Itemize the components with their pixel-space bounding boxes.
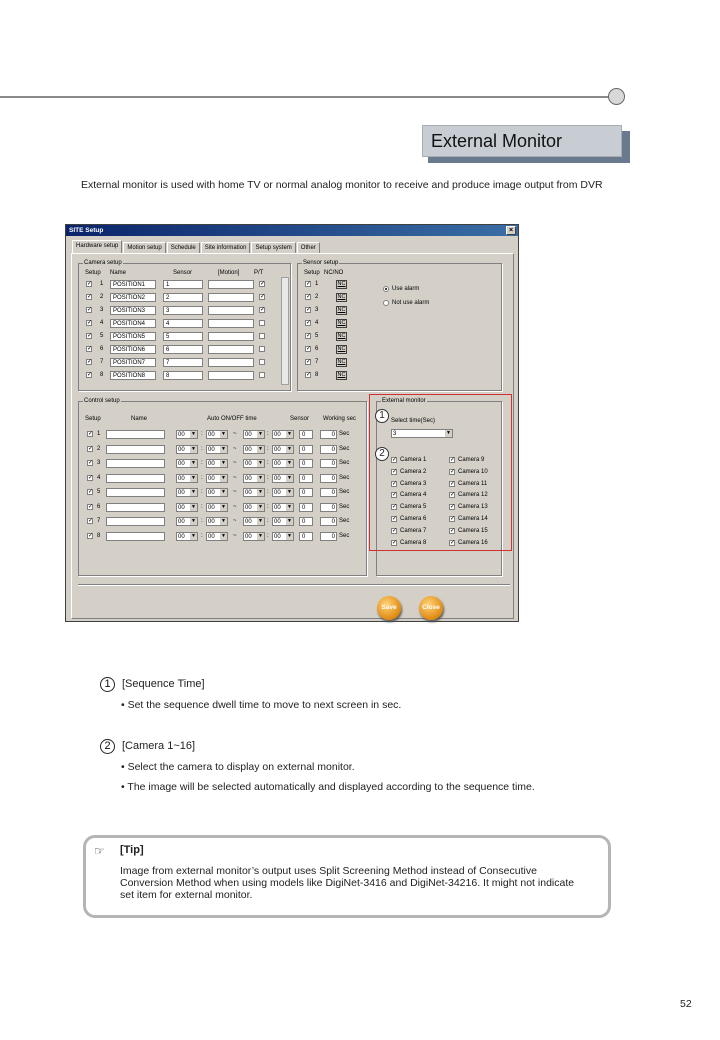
camera-setup-checkbox[interactable]: ✓ bbox=[87, 333, 93, 339]
sensor-setup-checkbox[interactable]: ✓ bbox=[306, 294, 312, 300]
external-camera-label: Camera 3 bbox=[400, 480, 427, 487]
external-camera-checkbox[interactable]: ✓ bbox=[392, 527, 398, 534]
time-colon: : bbox=[267, 518, 269, 524]
external-camera-label: Camera 8 bbox=[400, 539, 427, 546]
sensor-number: 8 bbox=[315, 372, 319, 378]
control-sensor-field[interactable]: 0 bbox=[299, 532, 313, 541]
camera-number: 3 bbox=[100, 307, 104, 313]
camera-pt-checkbox[interactable] bbox=[259, 333, 265, 339]
external-camera-label: Camera 12 bbox=[458, 492, 488, 499]
external-camera-checkbox[interactable]: ✓ bbox=[450, 480, 456, 487]
control-number: 1 bbox=[97, 431, 101, 437]
control-time-value: 00 bbox=[274, 475, 281, 482]
camera-motion-field[interactable] bbox=[208, 280, 254, 289]
sensor-setup-checkbox[interactable]: ✓ bbox=[306, 307, 312, 313]
control-time-select[interactable] bbox=[243, 503, 265, 512]
control-time-value: 00 bbox=[245, 475, 252, 482]
control-working-sec-field[interactable]: 0 bbox=[320, 517, 337, 526]
page-title: External Monitor bbox=[422, 125, 622, 157]
control-time-value: 00 bbox=[274, 533, 281, 540]
control-time-value: 00 bbox=[274, 490, 281, 496]
camera-motion-field[interactable] bbox=[208, 293, 254, 302]
camera-name-field[interactable]: POSITION7 bbox=[110, 358, 156, 367]
control-working-sec-field[interactable]: 0 bbox=[320, 474, 337, 483]
control-time-value: 00 bbox=[208, 432, 215, 438]
control-header-3: Sensor bbox=[290, 416, 310, 422]
control-setup-checkbox[interactable]: ✓ bbox=[88, 445, 94, 452]
desc-1-heading: [Sequence Time] bbox=[122, 678, 205, 690]
sensor-nc-button[interactable]: NC bbox=[337, 320, 346, 326]
control-header-0: Setup bbox=[85, 416, 101, 422]
control-time-value: 00 bbox=[245, 446, 252, 453]
control-time-select[interactable] bbox=[206, 532, 228, 541]
sensor-nc-button[interactable]: NC bbox=[337, 333, 346, 339]
camera-motion-field[interactable] bbox=[208, 345, 254, 354]
sensor-number: 7 bbox=[315, 359, 319, 365]
close-button[interactable]: Close bbox=[419, 596, 443, 620]
tab-hardware-setup[interactable]: Hardware setup bbox=[72, 240, 122, 253]
external-monitor-label: External monitor bbox=[382, 398, 426, 404]
camera-number: 1 bbox=[100, 281, 104, 287]
sensor-setup-label: Sensor setup bbox=[303, 260, 339, 266]
control-setup-checkbox[interactable]: ✓ bbox=[88, 518, 94, 524]
time-tilde: ~ bbox=[233, 503, 237, 510]
control-time-select[interactable] bbox=[206, 474, 228, 483]
control-time-value: 00 bbox=[178, 461, 185, 467]
desc-1-number: 1 bbox=[100, 677, 115, 692]
use-alarm-radio[interactable] bbox=[383, 286, 389, 292]
external-camera-checkbox[interactable]: ✓ bbox=[450, 504, 456, 511]
time-colon: : bbox=[267, 445, 269, 452]
control-time-select[interactable] bbox=[176, 488, 198, 497]
external-camera-label: Camera 9 bbox=[458, 457, 485, 463]
control-time-select[interactable] bbox=[176, 474, 198, 483]
control-time-value: 00 bbox=[208, 519, 215, 525]
control-time-select[interactable] bbox=[243, 517, 265, 526]
control-time-value: 00 bbox=[274, 446, 281, 453]
external-camera-checkbox[interactable]: ✓ bbox=[392, 468, 398, 475]
camera-setup-checkbox[interactable]: ✓ bbox=[87, 372, 93, 378]
sensor-setup-checkbox[interactable]: ✓ bbox=[306, 359, 312, 365]
control-time-value: 00 bbox=[274, 432, 281, 438]
control-time-select[interactable] bbox=[243, 430, 265, 439]
sensor-setup-checkbox[interactable]: ✓ bbox=[306, 372, 312, 378]
external-camera-label: Camera 2 bbox=[400, 468, 427, 475]
sensor-setup-group bbox=[297, 260, 502, 391]
control-time-select[interactable] bbox=[272, 459, 294, 468]
external-camera-checkbox[interactable]: ✓ bbox=[392, 504, 398, 511]
control-sensor-field[interactable]: 0 bbox=[299, 459, 313, 468]
camera-header-0: Setup bbox=[85, 270, 101, 276]
control-sensor-field[interactable]: 0 bbox=[299, 430, 313, 439]
external-camera-checkbox[interactable]: ✓ bbox=[392, 516, 398, 522]
control-time-select[interactable] bbox=[176, 445, 198, 454]
camera-sensor-field[interactable]: 4 bbox=[163, 319, 203, 328]
control-name-field[interactable] bbox=[106, 517, 165, 526]
control-sensor-field[interactable]: 0 bbox=[299, 503, 313, 512]
camera-setup-scrollbar[interactable] bbox=[281, 277, 289, 385]
external-camera-label: Camera 1 bbox=[400, 457, 427, 463]
external-camera-label: Camera 11 bbox=[458, 480, 488, 487]
time-colon: : bbox=[267, 503, 269, 510]
camera-sensor-field[interactable]: 3 bbox=[163, 306, 203, 315]
control-header-4: Working sec bbox=[323, 416, 356, 422]
external-camera-checkbox[interactable]: ✓ bbox=[392, 480, 398, 487]
camera-motion-field[interactable] bbox=[208, 319, 254, 328]
control-working-sec-field[interactable]: 0 bbox=[320, 445, 337, 454]
tab-site-information[interactable]: Site information bbox=[201, 242, 251, 253]
sensor-nc-button[interactable]: NC bbox=[337, 281, 346, 287]
camera-pt-checkbox[interactable]: ✓ bbox=[260, 281, 266, 287]
control-time-select[interactable] bbox=[272, 488, 294, 497]
control-name-field[interactable] bbox=[106, 488, 165, 497]
camera-header-2: Sensor bbox=[173, 270, 193, 276]
control-sensor-field[interactable]: 0 bbox=[299, 445, 313, 454]
time-colon: : bbox=[201, 445, 203, 452]
camera-setup-group bbox=[78, 260, 291, 391]
camera-number: 8 bbox=[100, 372, 104, 378]
marker-1: 1 bbox=[375, 409, 389, 423]
control-time-select[interactable] bbox=[272, 430, 294, 439]
control-number: 3 bbox=[97, 460, 101, 466]
camera-number: 6 bbox=[100, 346, 104, 352]
camera-sensor-field[interactable]: 8 bbox=[163, 371, 203, 380]
control-time-value: 00 bbox=[245, 461, 252, 467]
camera-name-field[interactable]: POSITION6 bbox=[110, 345, 156, 354]
header-rule bbox=[0, 96, 610, 98]
control-header-1: Name bbox=[131, 416, 148, 422]
control-time-select[interactable] bbox=[206, 430, 228, 439]
external-camera-checkbox[interactable]: ✓ bbox=[450, 527, 456, 534]
select-time-label: Select time(Sec) bbox=[391, 418, 436, 424]
sensor-nc-button[interactable]: NC bbox=[337, 346, 346, 352]
save-button[interactable]: Save bbox=[377, 596, 401, 620]
time-colon: : bbox=[201, 489, 203, 495]
camera-pt-checkbox[interactable] bbox=[259, 320, 265, 326]
camera-motion-field[interactable] bbox=[208, 371, 254, 380]
control-setup-checkbox[interactable]: ✓ bbox=[88, 489, 94, 495]
sensor-number: 6 bbox=[315, 346, 319, 352]
external-camera-checkbox[interactable]: ✓ bbox=[392, 492, 398, 499]
external-camera-label: Camera 7 bbox=[400, 527, 427, 534]
external-camera-label: Camera 4 bbox=[400, 492, 427, 499]
camera-name-field[interactable]: POSITION1 bbox=[110, 280, 156, 289]
sensor-nc-button[interactable]: NC bbox=[337, 359, 346, 365]
time-colon: : bbox=[201, 503, 203, 510]
control-time-select[interactable] bbox=[243, 474, 265, 483]
time-colon: : bbox=[267, 489, 269, 495]
external-camera-label: Camera 13 bbox=[458, 504, 488, 511]
control-time-select[interactable] bbox=[206, 445, 228, 454]
camera-header-1: Name bbox=[110, 270, 127, 276]
camera-motion-field[interactable] bbox=[208, 358, 254, 367]
camera-header-4: P/T bbox=[254, 270, 264, 276]
control-sensor-field[interactable]: 0 bbox=[299, 517, 313, 526]
sensor-nc-button[interactable]: NC bbox=[337, 307, 346, 313]
sensor-number: 3 bbox=[315, 307, 319, 313]
camera-sensor-field[interactable]: 6 bbox=[163, 345, 203, 354]
external-camera-label: Camera 6 bbox=[400, 516, 427, 522]
control-setup-checkbox[interactable]: ✓ bbox=[88, 474, 94, 481]
control-time-value: 00 bbox=[274, 519, 281, 525]
camera-setup-label: Camera setup bbox=[84, 260, 122, 266]
divider bbox=[78, 584, 510, 586]
page-number: 52 bbox=[680, 998, 692, 1010]
sec-label: Sec bbox=[339, 445, 350, 452]
control-time-value: 00 bbox=[178, 475, 185, 482]
time-tilde: ~ bbox=[233, 489, 237, 495]
camera-setup-checkbox[interactable]: ✓ bbox=[87, 294, 93, 300]
sensor-number: 2 bbox=[315, 294, 319, 300]
window-title-bar bbox=[66, 225, 518, 236]
control-time-value: 00 bbox=[208, 461, 215, 467]
camera-setup-checkbox[interactable]: ✓ bbox=[87, 346, 93, 352]
desc-2-heading: [Camera 1~16] bbox=[122, 740, 196, 752]
time-colon: : bbox=[201, 431, 203, 437]
control-time-select[interactable] bbox=[206, 503, 228, 512]
control-setup-checkbox[interactable]: ✓ bbox=[88, 431, 94, 437]
camera-name-field[interactable]: POSITION5 bbox=[110, 332, 156, 341]
control-time-select[interactable] bbox=[272, 503, 294, 512]
not-use-alarm-radio[interactable] bbox=[383, 300, 389, 306]
control-time-select[interactable] bbox=[176, 503, 198, 512]
external-camera-checkbox[interactable]: ✓ bbox=[450, 516, 456, 522]
control-time-select[interactable] bbox=[272, 532, 294, 541]
control-time-value: 00 bbox=[178, 490, 185, 496]
camera-number: 7 bbox=[100, 359, 104, 365]
control-setup-group bbox=[78, 398, 367, 576]
control-working-sec-field[interactable]: 0 bbox=[320, 430, 337, 439]
control-working-sec-field[interactable]: 0 bbox=[320, 503, 337, 512]
control-time-value: 00 bbox=[245, 432, 252, 438]
control-time-value: 00 bbox=[208, 533, 215, 540]
camera-name-field[interactable]: POSITION3 bbox=[110, 306, 156, 315]
desc-2-bullet-2: • The image will be selected automatically and displayed according to the sequence time. bbox=[121, 781, 535, 793]
sensor-setup-checkbox[interactable]: ✓ bbox=[306, 281, 312, 287]
sensor-header-0: Setup bbox=[304, 270, 320, 276]
control-time-select[interactable] bbox=[272, 474, 294, 483]
sec-label: Sec bbox=[339, 489, 350, 495]
camera-sensor-field[interactable]: 1 bbox=[163, 280, 203, 289]
sec-label: Sec bbox=[339, 431, 350, 437]
control-number: 6 bbox=[97, 503, 101, 510]
camera-pt-checkbox[interactable]: ✓ bbox=[260, 294, 266, 300]
sec-label: Sec bbox=[339, 460, 350, 466]
pointing-hand-icon: ☞ bbox=[94, 844, 105, 858]
camera-setup-checkbox[interactable]: ✓ bbox=[87, 281, 93, 287]
window-close-button[interactable]: × bbox=[506, 226, 516, 235]
control-working-sec-field[interactable]: 0 bbox=[320, 459, 337, 468]
control-sensor-field[interactable]: 0 bbox=[299, 488, 313, 497]
control-name-field[interactable] bbox=[106, 430, 165, 439]
sec-label: Sec bbox=[339, 503, 350, 510]
control-name-field[interactable] bbox=[106, 474, 165, 483]
sensor-header-1: NC/NO bbox=[324, 270, 344, 276]
control-name-field[interactable] bbox=[106, 532, 165, 541]
external-camera-label: Camera 10 bbox=[458, 468, 488, 475]
camera-setup-checkbox[interactable]: ✓ bbox=[87, 307, 93, 313]
control-time-value: 00 bbox=[245, 519, 252, 525]
control-time-select[interactable] bbox=[243, 445, 265, 454]
control-setup-checkbox[interactable]: ✓ bbox=[88, 460, 94, 466]
external-camera-label: Camera 15 bbox=[458, 527, 488, 534]
time-tilde: ~ bbox=[233, 445, 237, 452]
sensor-nc-button[interactable]: NC bbox=[337, 372, 346, 378]
desc-2-number: 2 bbox=[100, 739, 115, 754]
sec-label: Sec bbox=[339, 474, 350, 481]
control-number: 7 bbox=[97, 518, 101, 524]
camera-pt-checkbox[interactable] bbox=[259, 372, 265, 378]
camera-setup-checkbox[interactable]: ✓ bbox=[87, 320, 93, 326]
control-time-select[interactable] bbox=[206, 517, 228, 526]
camera-pt-checkbox[interactable]: ✓ bbox=[260, 307, 266, 313]
external-camera-label: Camera 16 bbox=[458, 539, 488, 546]
external-camera-checkbox[interactable]: ✓ bbox=[392, 539, 398, 546]
control-name-field[interactable] bbox=[106, 459, 165, 468]
tab-strip bbox=[72, 242, 321, 253]
control-header-2: Auto ON/OFF time bbox=[207, 416, 257, 422]
control-setup-label: Control setup bbox=[84, 398, 120, 404]
use-alarm-label: Use alarm bbox=[392, 286, 420, 292]
intro-text: External monitor is used with home TV or normal analog monitor to receive and produce image output from DVR bbox=[81, 179, 603, 191]
header-rule-dot bbox=[608, 88, 625, 105]
control-time-value: 00 bbox=[208, 490, 215, 496]
camera-pt-checkbox[interactable] bbox=[259, 346, 265, 352]
external-camera-checkbox[interactable]: ✓ bbox=[450, 492, 456, 499]
control-time-value: 00 bbox=[178, 519, 185, 525]
camera-sensor-field[interactable]: 7 bbox=[163, 358, 203, 367]
time-colon: : bbox=[201, 532, 203, 539]
control-number: 8 bbox=[97, 532, 101, 539]
control-working-sec-field[interactable]: 0 bbox=[320, 488, 337, 497]
camera-number: 2 bbox=[100, 294, 104, 300]
camera-sensor-field[interactable]: 2 bbox=[163, 293, 203, 302]
control-working-sec-field[interactable]: 0 bbox=[320, 532, 337, 541]
sensor-number: 4 bbox=[315, 320, 319, 326]
control-time-value: 00 bbox=[274, 461, 281, 467]
control-setup-checkbox[interactable]: ✓ bbox=[88, 503, 94, 510]
sensor-setup-checkbox[interactable]: ✓ bbox=[306, 333, 312, 339]
control-time-value: 00 bbox=[208, 446, 215, 453]
camera-pt-checkbox[interactable] bbox=[259, 359, 265, 365]
time-colon: : bbox=[201, 518, 203, 524]
control-time-value: 00 bbox=[178, 504, 185, 511]
time-tilde: ~ bbox=[233, 532, 237, 539]
control-name-field[interactable] bbox=[106, 503, 165, 512]
tab-setup-system[interactable]: Setup system bbox=[251, 242, 295, 253]
control-time-select[interactable] bbox=[243, 459, 265, 468]
control-time-select[interactable] bbox=[176, 459, 198, 468]
time-colon: : bbox=[267, 431, 269, 437]
time-colon: : bbox=[267, 474, 269, 481]
time-colon: : bbox=[267, 532, 269, 539]
sec-label: Sec bbox=[339, 518, 350, 524]
control-time-value: 00 bbox=[274, 504, 281, 511]
camera-sensor-field[interactable]: 5 bbox=[163, 332, 203, 341]
tip-heading: [Tip] bbox=[120, 844, 144, 856]
external-monitor-highlight bbox=[369, 394, 512, 551]
control-sensor-field[interactable]: 0 bbox=[299, 474, 313, 483]
control-time-value: 00 bbox=[178, 446, 185, 453]
camera-header-3: [Motion] bbox=[218, 270, 240, 276]
time-tilde: ~ bbox=[233, 460, 237, 466]
camera-name-field[interactable]: POSITION2 bbox=[110, 293, 156, 302]
time-tilde: ~ bbox=[233, 474, 237, 481]
control-time-select[interactable] bbox=[243, 488, 265, 497]
control-time-select[interactable] bbox=[272, 517, 294, 526]
camera-name-field[interactable]: POSITION8 bbox=[110, 371, 156, 380]
desc-1-bullet-1: • Set the sequence dwell time to move to next screen in sec. bbox=[121, 699, 402, 711]
control-time-value: 00 bbox=[178, 432, 185, 438]
sensor-number: 1 bbox=[315, 281, 319, 287]
not-use-alarm-label: Not use alarm bbox=[392, 300, 430, 306]
control-time-select[interactable] bbox=[206, 459, 228, 468]
control-time-value: 00 bbox=[245, 490, 252, 496]
control-time-value: 00 bbox=[245, 533, 252, 540]
control-time-select[interactable] bbox=[176, 430, 198, 439]
sensor-setup-checkbox[interactable]: ✓ bbox=[306, 320, 312, 326]
marker-2: 2 bbox=[375, 447, 389, 461]
external-camera-checkbox[interactable]: ✓ bbox=[450, 468, 456, 475]
camera-motion-field[interactable] bbox=[208, 306, 254, 315]
sec-label: Sec bbox=[339, 532, 350, 539]
desc-2-bullet-1: • Select the camera to display on external monitor. bbox=[121, 761, 355, 773]
window-title: SITE Setup bbox=[69, 227, 104, 234]
control-number: 4 bbox=[97, 474, 101, 481]
camera-setup-checkbox[interactable]: ✓ bbox=[87, 359, 93, 365]
time-colon: : bbox=[267, 460, 269, 466]
external-camera-label: Camera 14 bbox=[458, 516, 488, 522]
external-camera-checkbox[interactable]: ✓ bbox=[450, 457, 456, 463]
camera-number: 5 bbox=[100, 333, 104, 339]
external-camera-checkbox[interactable]: ✓ bbox=[450, 539, 456, 546]
sensor-number: 5 bbox=[315, 333, 319, 339]
control-number: 5 bbox=[97, 489, 101, 495]
control-time-select[interactable] bbox=[243, 532, 265, 541]
tab-schedule[interactable]: Schedule bbox=[167, 242, 200, 253]
tab-other[interactable]: Other bbox=[297, 242, 320, 253]
tab-motion-setup[interactable]: Motion setup bbox=[123, 242, 165, 253]
control-time-value: 00 bbox=[178, 533, 185, 540]
control-time-select[interactable] bbox=[176, 532, 198, 541]
control-number: 2 bbox=[97, 445, 101, 452]
time-colon: : bbox=[201, 460, 203, 466]
time-tilde: ~ bbox=[233, 518, 237, 524]
control-time-select[interactable] bbox=[206, 488, 228, 497]
time-colon: : bbox=[201, 474, 203, 481]
control-time-value: 00 bbox=[208, 475, 215, 482]
sensor-nc-button[interactable]: NC bbox=[337, 294, 346, 300]
time-tilde: ~ bbox=[233, 431, 237, 437]
external-camera-checkbox[interactable]: ✓ bbox=[392, 457, 398, 463]
camera-name-field[interactable]: POSITION4 bbox=[110, 319, 156, 328]
control-time-value: 00 bbox=[208, 504, 215, 511]
control-time-select[interactable] bbox=[272, 445, 294, 454]
control-setup-checkbox[interactable]: ✓ bbox=[88, 532, 94, 539]
external-camera-label: Camera 5 bbox=[400, 504, 427, 511]
select-time-value: 3 bbox=[393, 431, 397, 437]
control-time-select[interactable] bbox=[176, 517, 198, 526]
camera-motion-field[interactable] bbox=[208, 332, 254, 341]
control-name-field[interactable] bbox=[106, 445, 165, 454]
tip-body: Image from external monitor’s output uses Split Screening Method instead of Consecutive Conversion Method when using models like DigiNet-3416 and DigiNet-34216. It might not indicate set item for external monitor. bbox=[120, 865, 575, 901]
camera-number: 4 bbox=[100, 320, 104, 326]
sensor-setup-checkbox[interactable]: ✓ bbox=[306, 346, 312, 352]
control-time-value: 00 bbox=[245, 504, 252, 511]
